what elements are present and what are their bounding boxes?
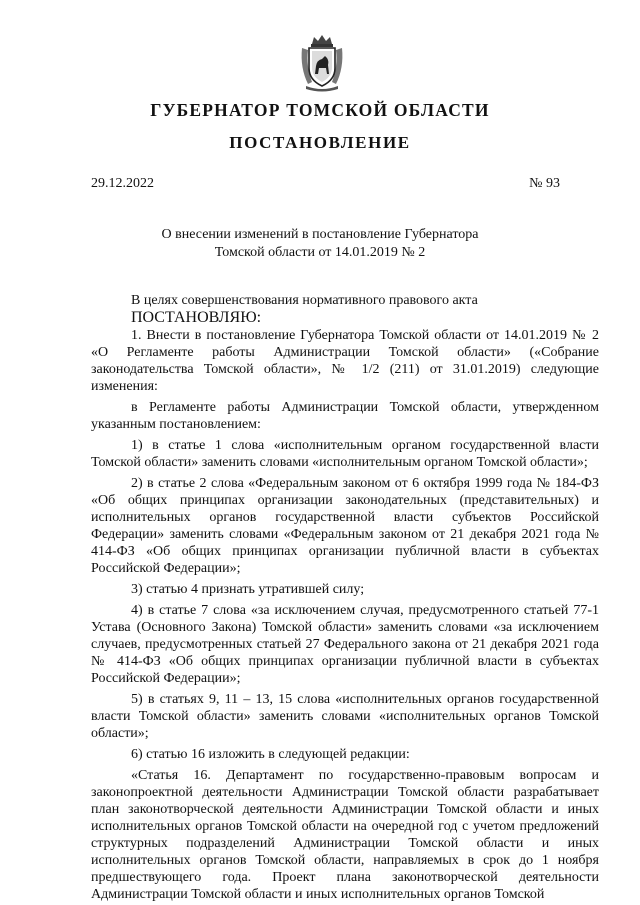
body-paragraph: 4) в статье 7 слова «за исключением случая, предусмотренного статьей 77-1 Устава (Основного Закона) Томской области» заменить словами «за исключением случаев, предусмотренных статьей 27 Федерального закона от 21 декабря 2021 года № 414-ФЗ «Об общих принципах организации публичной власти в субъектах Российской Федерации»; [91, 603, 599, 686]
coat-of-arms-icon [298, 34, 346, 92]
body-paragraph: 2) в статье 2 слова «Федеральным законом от 6 октября 1999 года № 184-ФЗ «Об общих принципах организации законодательных (представительных) и исполнительных органов государственной власти субъектов Российской Федерации» заменить словами «Федеральным законом от 21 декабря 2021 года № 414-ФЗ «Об общих принципах организации публичной власти в субъектах Российской Федерации»; [91, 476, 599, 576]
document-type-heading: ПОСТАНОВЛЕНИЕ [229, 133, 411, 152]
body-paragraph: «Статья 16. Департамент по государственно-правовым вопросам и законопроектной деятельности Администрации Томской области разрабатывает план законотворческой деятельности Администрации Томской области и иных исполнительных органов Томской области на очередной год с учетом предложений структурных подразделений Администрации Томской области и иных исполнительных органов Томской области, направляемых в срок до 1 ноября предшествующего года. Проект плана законотворческой деятельности Администрации Томской области и иных исполнительных органов Томской [91, 768, 599, 902]
authority-heading: ГУБЕРНАТОР ТОМСКОЙ ОБЛАСТИ [150, 100, 490, 120]
document-subject [130, 226, 510, 262]
body-paragraph: 1. Внести в постановление Губернатора Томской области от 14.01.2019 № 2 «О Регламенте работы Администрации Томской области» («Собрание законодательства Томской области», № 1/2 (211) от 31.01.2019) следующие изменения: [91, 328, 599, 394]
subject-line: О внесении изменений в постановление Губернатора [161, 227, 479, 242]
document-date: 29.12.2022 [91, 176, 154, 191]
resolution-word: ПОСТАНОВЛЯЮ: [131, 309, 262, 326]
body-paragraph: в Регламенте работы Администрации Томской области, утвержденном указанным постановлением: [91, 400, 599, 432]
subject-line: Томской области от 14.01.2019 № 2 [214, 245, 426, 260]
body-paragraph: 1) в статье 1 слова «исполнительным органом государственной власти Томской области» заменить словами «исполнительным органом Томской области»; [91, 438, 599, 470]
body-paragraph: 6) статью 16 изложить в следующей редакции: [131, 747, 410, 762]
document-number: № 93 [529, 176, 560, 191]
document-body [91, 292, 599, 903]
body-paragraph: 5) в статьях 9, 11 – 13, 15 слова «исполнительных органов государственной власти Томской области» заменить словами «исполнительных органов Томской области»; [91, 692, 599, 741]
body-paragraph: 3) статью 4 признать утратившей силу; [131, 582, 365, 597]
preamble-paragraph: В целях совершенствования нормативного правового акта [131, 293, 478, 308]
